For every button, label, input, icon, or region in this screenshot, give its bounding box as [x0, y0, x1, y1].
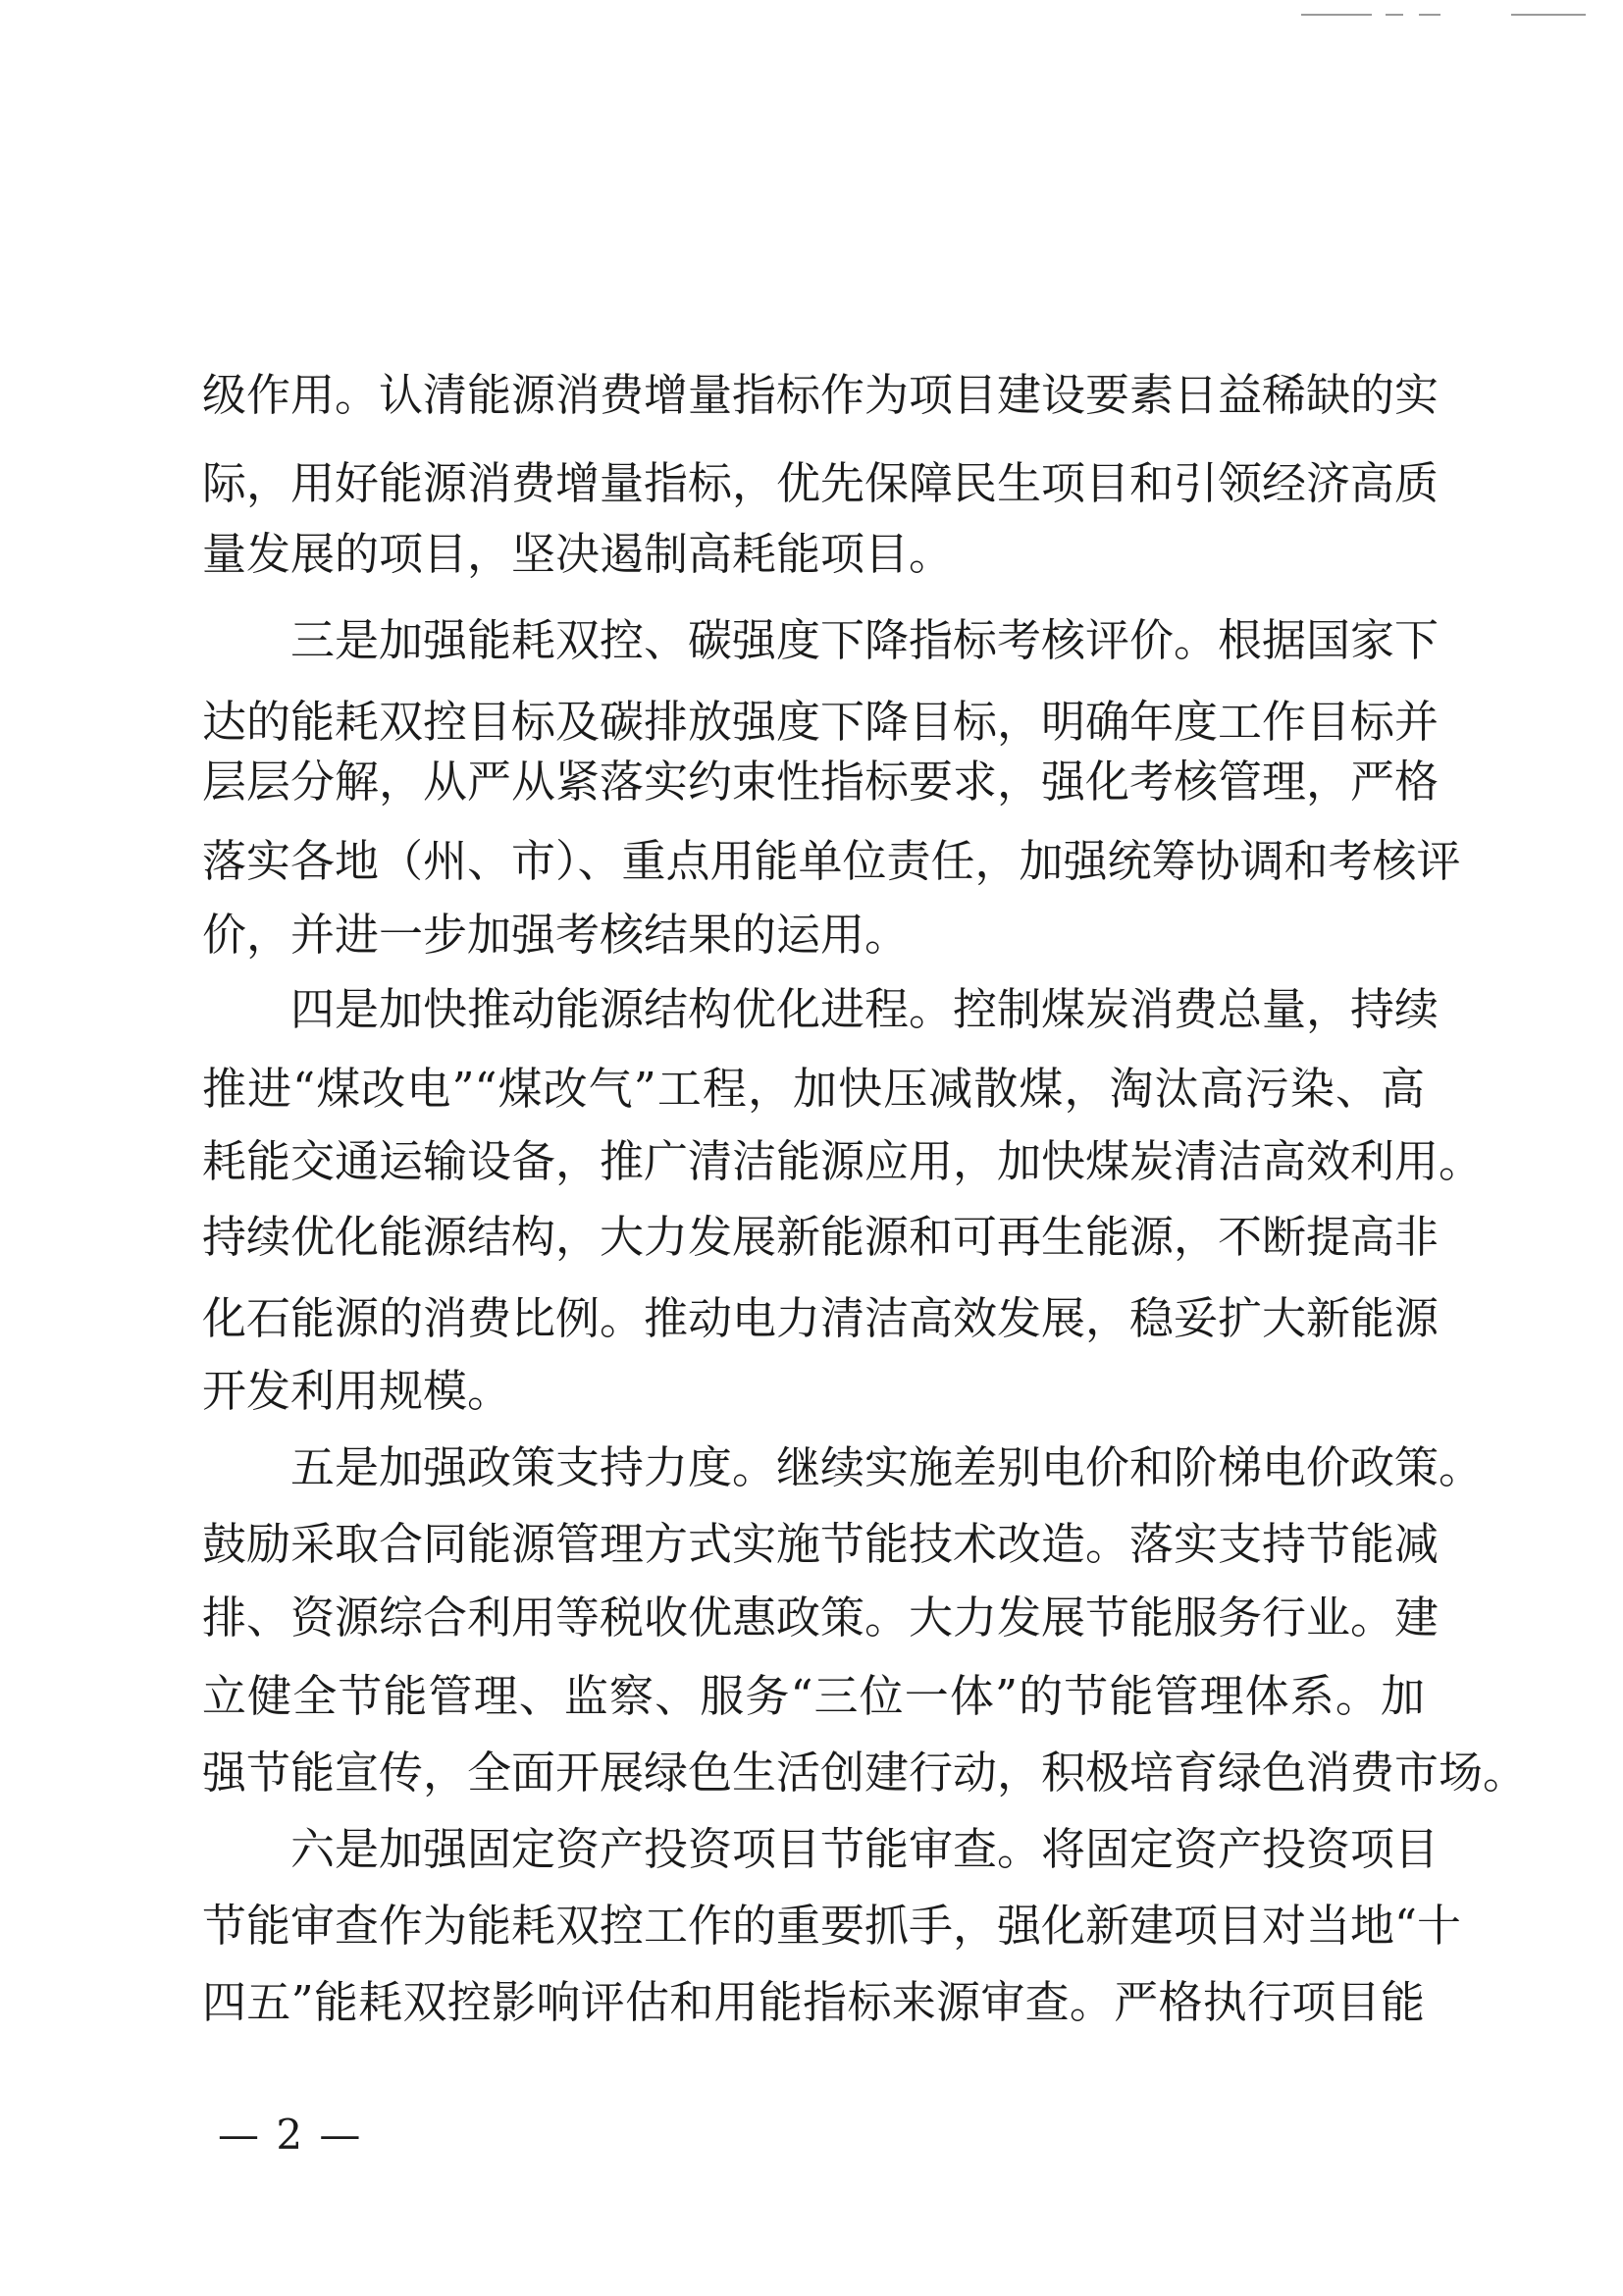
text-line: 节能审查作为能耗双控工作的重要抓手，强化新建项目对当地“十 — [202, 1900, 1462, 1952]
text-line: 价，并进一步加强考核结果的运用。 — [202, 909, 910, 961]
text-line: 层层分解，从严从紧落实约束性指标要求，强化考核管理，严格 — [202, 756, 1440, 808]
text-line: 六是加强固定资产投资项目节能审查。将固定资产投资项目 — [290, 1823, 1440, 1875]
text-line: 达的能耗双控目标及碳排放强度下降目标，明确年度工作目标并 — [202, 696, 1440, 748]
text-line: 排、资源综合利用等税收优惠政策。大力发展节能服务行业。建 — [202, 1592, 1440, 1644]
scan-artifact — [1511, 14, 1586, 16]
text-line: 量发展的项目，坚决遏制高耗能项目。 — [202, 528, 954, 580]
text-line: 强节能宣传，全面开展绿色生活创建行动，积极培育绿色消费市场。 — [202, 1747, 1528, 1799]
text-line: 落实各地（州、市）、重点用能单位责任，加强统筹协调和考核评 — [202, 835, 1461, 887]
page-number: — 2 — — [218, 2111, 363, 2159]
scan-artifact — [1419, 14, 1440, 16]
text-line: 耗能交通运输设备，推广清洁能源应用，加快煤炭清洁高效利用。 — [202, 1135, 1484, 1187]
text-line: 鼓励采取合同能源管理方式实施节能技术改造。落实支持节能减 — [202, 1518, 1440, 1570]
text-line: 开发利用规模。 — [202, 1365, 512, 1417]
text-line: 三是加强能耗双控、碳强度下降指标考核评价。根据国家下 — [290, 614, 1440, 666]
text-line: 立健全节能管理、监察、服务“三位一体”的节能管理体系。加 — [202, 1670, 1425, 1722]
text-line: 化石能源的消费比例。推动电力清洁高效发展，稳妥扩大新能源 — [202, 1292, 1440, 1344]
text-line: 际，用好能源消费增量指标，优先保障民生项目和引领经济高质 — [202, 457, 1440, 509]
text-line: 推进“煤改电”“煤改气”工程，加快压减散煤，淘汰高污染、高 — [202, 1063, 1425, 1115]
text-line: 四是加快推动能源结构优化进程。控制煤炭消费总量，持续 — [290, 983, 1440, 1035]
text-line: 四五”能耗双控影响评估和用能指标来源审查。严格执行项目能 — [202, 1976, 1425, 2028]
text-line: 级作用。认清能源消费增量指标作为项目建设要素日益稀缺的实 — [202, 369, 1440, 421]
scan-artifact — [1386, 14, 1403, 16]
scan-artifact — [1301, 14, 1372, 16]
text-line: 五是加强政策支持力度。继续实施差别电价和阶梯电价政策。 — [290, 1441, 1484, 1493]
text-line: 持续优化能源结构，大力发展新能源和可再生能源，不断提高非 — [202, 1211, 1440, 1263]
